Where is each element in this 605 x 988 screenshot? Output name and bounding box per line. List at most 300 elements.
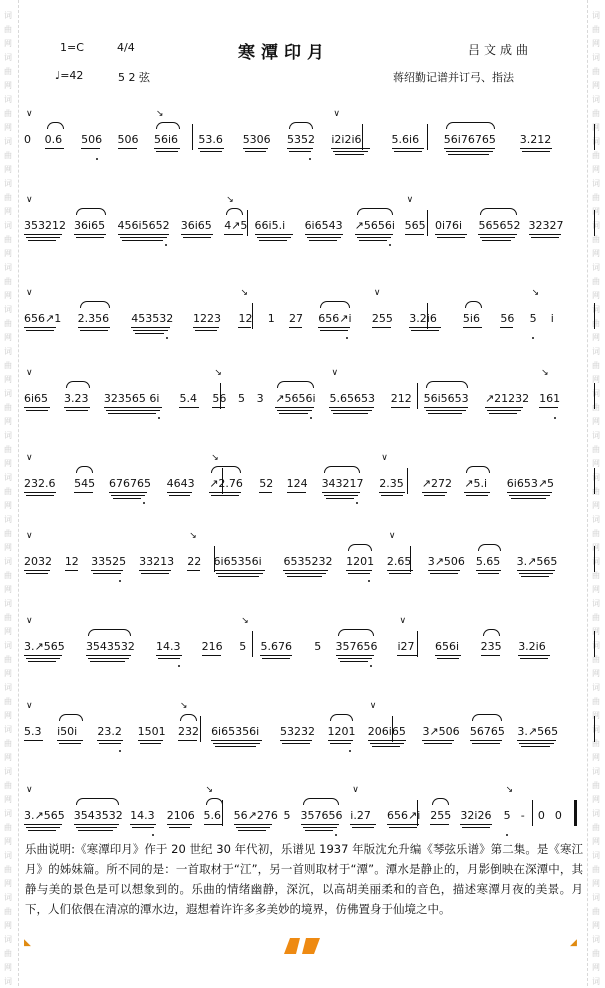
- octave-dot: [165, 244, 167, 246]
- note-group: 232.6: [24, 477, 56, 490]
- watermark-glyph: 词: [592, 137, 600, 146]
- note-group: 12: [64, 555, 79, 568]
- beam-underline: [28, 830, 56, 831]
- barline: [594, 631, 595, 657]
- note-group: 56i6: [153, 133, 179, 146]
- beam-underline: [88, 658, 129, 659]
- beam-underline: [305, 830, 333, 831]
- bowing-mark: ∨: [26, 195, 33, 205]
- note-group: 66i5.i: [254, 219, 286, 232]
- notation-credit: 蒋绍勤记谱并订弓、指法: [393, 71, 514, 84]
- note-group: 343217: [321, 477, 364, 490]
- beam-underline: [236, 827, 270, 828]
- watermark-glyph: 曲: [592, 949, 600, 958]
- beam-underline: [26, 827, 60, 828]
- note-group: 212: [390, 392, 412, 405]
- note-group: 353212: [24, 219, 66, 232]
- bowing-mark: ↘: [189, 531, 197, 541]
- slur-arc: [76, 798, 119, 805]
- watermark-glyph: 词: [592, 515, 600, 524]
- note-group: 14.3: [130, 809, 155, 822]
- beam-underline: [213, 743, 260, 744]
- watermark-glyph: 网: [592, 711, 600, 720]
- watermark-glyph: 曲: [592, 613, 600, 622]
- watermark-glyph: 词: [592, 641, 600, 650]
- watermark-glyph: 网: [592, 795, 600, 804]
- watermark-glyph: 曲: [4, 823, 12, 832]
- beam-underline: [424, 407, 469, 408]
- watermark-glyph: 曲: [4, 487, 12, 496]
- note-group: 3543532: [85, 640, 135, 653]
- beam-underline: [357, 237, 391, 238]
- beam-underline: [108, 413, 156, 414]
- staff-line: [22, 355, 584, 450]
- note-group: 2.356: [77, 312, 110, 325]
- note-group: i50i: [57, 725, 78, 738]
- slur-arc: [348, 544, 372, 551]
- beam-underline: [169, 495, 191, 496]
- bowing-mark: ↘: [214, 368, 222, 378]
- watermark-glyph: 曲: [4, 697, 12, 706]
- note-group: 36i65: [180, 219, 212, 232]
- watermark-glyph: 词: [4, 935, 12, 944]
- bowing-mark: ↘: [226, 195, 234, 205]
- beam-underline: [64, 407, 90, 408]
- note-group: 161: [539, 392, 561, 405]
- note-group: 3.23: [63, 392, 89, 405]
- beam-underline: [392, 148, 424, 149]
- beam-underline: [355, 234, 393, 235]
- octave-dot: [335, 834, 337, 836]
- beam-underline: [66, 410, 88, 411]
- beam-underline: [80, 330, 108, 331]
- slur-arc: [466, 466, 490, 473]
- tempo-marking: ♩=42: [55, 69, 84, 82]
- watermark-glyph: 词: [592, 557, 600, 566]
- octave-dot: [389, 244, 391, 246]
- beam-underline: [120, 237, 167, 238]
- beam-underline: [279, 413, 307, 414]
- note-group: 6i65356i: [213, 555, 262, 568]
- note-group: 565652: [478, 219, 521, 232]
- watermark-glyph: 网: [592, 921, 600, 930]
- note-group: 206i65: [367, 725, 406, 738]
- barline: [594, 716, 595, 742]
- bowing-mark: ∨: [399, 616, 407, 626]
- staff-line: [22, 182, 584, 277]
- slur-arc: [76, 466, 93, 473]
- note-group: i2i2i6: [331, 133, 362, 146]
- beam-underline: [260, 655, 292, 656]
- bowing-mark: ∨: [26, 531, 33, 541]
- beam-underline: [141, 573, 169, 574]
- watermark-glyph: 曲: [592, 319, 600, 328]
- watermark-glyph: 词: [592, 893, 600, 902]
- note-group: 656↗i: [387, 809, 421, 822]
- beam-underline: [331, 148, 369, 149]
- octave-dot: [309, 158, 311, 160]
- watermark-glyph: 网: [4, 627, 12, 636]
- watermark-glyph: 曲: [4, 781, 12, 790]
- beam-underline: [24, 740, 43, 741]
- beam-underline: [330, 743, 352, 744]
- note-group: 56i5653: [423, 392, 469, 405]
- watermark-glyph: 曲: [4, 277, 12, 286]
- beam-underline: [59, 743, 81, 744]
- slur-arc: [426, 381, 469, 388]
- note-group: 53232: [280, 725, 316, 738]
- note-group: 22: [187, 555, 202, 568]
- staff-line: [22, 603, 584, 698]
- watermark-glyph: 曲: [4, 361, 12, 370]
- note-group: 5: [503, 809, 511, 822]
- note-group: 2.65: [386, 555, 412, 568]
- note-group: 3.↗565: [517, 725, 559, 738]
- barline: [427, 210, 428, 236]
- note-group: 3.↗565: [516, 555, 558, 568]
- note-group: 235: [480, 640, 502, 653]
- bowing-mark: ∨: [333, 109, 340, 119]
- note-group: 453532: [131, 312, 174, 325]
- beam-underline: [198, 148, 224, 149]
- beam-underline: [24, 655, 62, 656]
- note-group: 565: [404, 219, 426, 232]
- beam-underline: [476, 570, 502, 571]
- beam-underline: [387, 824, 419, 825]
- beam-underline: [507, 492, 552, 493]
- note-group: 5.4: [179, 392, 197, 405]
- watermark-glyph: 曲: [592, 67, 600, 76]
- beam-underline: [521, 576, 549, 577]
- barline: [362, 124, 363, 150]
- barline: [417, 383, 418, 409]
- watermark-glyph: 曲: [592, 445, 600, 454]
- beam-underline: [109, 492, 147, 493]
- beam-underline: [333, 413, 368, 414]
- beam-underline: [389, 827, 417, 828]
- beam-underline: [338, 658, 372, 659]
- beam-underline: [212, 407, 225, 408]
- beam-underline: [389, 573, 411, 574]
- note-group: 2.35: [379, 477, 404, 490]
- note-group: 1223: [192, 312, 221, 325]
- octave-dot: [532, 337, 534, 339]
- beam-underline: [517, 570, 555, 571]
- watermark-glyph: 曲: [4, 613, 12, 622]
- beam-underline: [539, 407, 558, 408]
- watermark-glyph: 曲: [4, 445, 12, 454]
- watermark-glyph: 曲: [592, 235, 600, 244]
- beam-underline: [74, 492, 93, 493]
- beam-underline: [422, 492, 448, 493]
- beam-underline: [309, 240, 337, 241]
- watermark-glyph: 词: [592, 389, 600, 398]
- beam-underline: [481, 655, 500, 656]
- note-group: 23.2: [97, 725, 122, 738]
- watermark-glyph: 词: [592, 53, 600, 62]
- watermark-glyph: 网: [592, 39, 600, 48]
- barline: [410, 546, 411, 572]
- watermark-glyph: 词: [592, 431, 600, 440]
- beam-underline: [519, 573, 553, 574]
- octave-dot: [506, 834, 508, 836]
- beam-underline: [111, 495, 145, 496]
- note-group: 0: [554, 809, 562, 822]
- watermark-glyph: 词: [4, 893, 12, 902]
- final-barline: [574, 800, 577, 826]
- beam-underline: [329, 407, 374, 408]
- bowing-mark: ↘: [241, 616, 249, 626]
- barline: [392, 716, 393, 742]
- note-group: 4↗5: [224, 219, 248, 232]
- watermark-glyph: 曲: [592, 697, 600, 706]
- slur-arc: [59, 714, 83, 721]
- beam-underline: [470, 740, 502, 741]
- note-group: 3: [256, 392, 264, 405]
- beam-underline: [301, 824, 339, 825]
- barline: [594, 303, 595, 329]
- bowing-mark: ↘: [541, 368, 549, 378]
- beam-underline: [521, 746, 549, 747]
- beam-underline: [282, 743, 310, 744]
- watermark-glyph: 网: [4, 501, 12, 510]
- beam-underline: [214, 570, 265, 571]
- watermark-glyph: 网: [4, 585, 12, 594]
- note-group: 5: [238, 392, 246, 405]
- music-description: [25, 839, 583, 919]
- beam-underline: [287, 576, 322, 577]
- beam-underline: [139, 570, 171, 571]
- watermark-glyph: 网: [592, 585, 600, 594]
- beam-underline: [472, 743, 500, 744]
- beam-underline: [437, 658, 459, 659]
- watermark-glyph: 曲: [4, 949, 12, 958]
- watermark-glyph: 词: [4, 263, 12, 272]
- watermark-glyph: 网: [4, 81, 12, 90]
- beam-underline: [511, 498, 546, 499]
- beam-underline: [86, 655, 131, 656]
- bowing-mark: ∨: [352, 785, 359, 795]
- beam-underline: [99, 743, 121, 744]
- staff-line: [22, 96, 584, 191]
- note-group: 5i6: [462, 312, 480, 325]
- beam-underline: [350, 824, 376, 825]
- beam-underline: [480, 237, 514, 238]
- watermark-glyph: 词: [4, 179, 12, 188]
- beam-underline: [487, 410, 521, 411]
- bowing-mark: ∨: [388, 531, 396, 541]
- watermark-glyph: 词: [4, 725, 12, 734]
- beam-underline: [428, 570, 460, 571]
- beam-underline: [26, 573, 48, 574]
- note-group: 456i5652: [117, 219, 170, 232]
- watermark-glyph: 词: [4, 599, 12, 608]
- watermark-glyph: 词: [592, 977, 600, 986]
- beam-underline: [422, 740, 454, 741]
- barline: [252, 303, 253, 329]
- beam-underline: [529, 234, 561, 235]
- beam-underline: [158, 658, 180, 659]
- site-logo-icon: [284, 938, 320, 954]
- beam-underline: [359, 240, 387, 241]
- beam-underline: [154, 148, 180, 149]
- beam-underline: [26, 410, 48, 411]
- left-watermark-strip: [0, 0, 20, 986]
- barline: [222, 800, 223, 826]
- watermark-glyph: 词: [592, 851, 600, 860]
- beam-underline: [104, 407, 162, 408]
- watermark-glyph: 词: [592, 935, 600, 944]
- note-group: 52: [259, 477, 274, 490]
- beam-underline: [259, 492, 272, 493]
- watermark-glyph: 网: [4, 375, 12, 384]
- beam-underline: [97, 740, 123, 741]
- beam-underline: [195, 330, 217, 331]
- beam-underline: [464, 492, 490, 493]
- beam-underline: [216, 573, 263, 574]
- note-group: 656↗i: [318, 312, 352, 325]
- watermark-glyph: 曲: [4, 403, 12, 412]
- watermark-glyph: 曲: [4, 25, 12, 34]
- note-group: 5.65653: [329, 392, 375, 405]
- watermark-glyph: 网: [592, 249, 600, 258]
- note-group: ↗5.i: [464, 477, 488, 490]
- beam-underline: [26, 658, 60, 659]
- beam-underline: [45, 148, 64, 149]
- beam-underline: [24, 327, 56, 328]
- watermark-glyph: 网: [592, 459, 600, 468]
- watermark-glyph: 词: [4, 389, 12, 398]
- beam-underline: [78, 327, 110, 328]
- note-group: 216: [201, 640, 223, 653]
- barline: [427, 124, 428, 150]
- staff-line: [22, 688, 584, 783]
- beam-underline: [91, 570, 123, 571]
- watermark-glyph: 词: [4, 11, 12, 20]
- note-group: 36i65: [74, 219, 106, 232]
- beam-underline: [519, 743, 553, 744]
- watermark-glyph: 曲: [4, 529, 12, 538]
- note-group: 5: [239, 640, 247, 653]
- barline: [222, 468, 223, 494]
- watermark-glyph: 网: [4, 711, 12, 720]
- watermark-glyph: 网: [4, 879, 12, 888]
- watermark-glyph: 网: [4, 291, 12, 300]
- note-group: 656i: [435, 640, 460, 653]
- bowing-mark: ∨: [26, 368, 33, 378]
- beam-underline: [262, 658, 290, 659]
- beam-underline: [463, 327, 482, 328]
- slur-arc: [277, 381, 313, 388]
- beam-underline: [430, 573, 458, 574]
- note-group: 32327: [528, 219, 564, 232]
- watermark-glyph: 曲: [592, 193, 600, 202]
- beam-underline: [303, 827, 337, 828]
- slur-arc: [206, 798, 223, 805]
- beam-underline: [328, 740, 354, 741]
- watermark-glyph: 曲: [4, 571, 12, 580]
- note-group: 3.↗565: [24, 809, 65, 822]
- note-group: 506: [81, 133, 103, 146]
- beam-underline: [131, 327, 169, 328]
- beam-underline: [24, 570, 50, 571]
- barline: [594, 468, 595, 494]
- slur-arc: [66, 381, 90, 388]
- barline: [594, 546, 595, 572]
- note-group: 656↗1: [24, 312, 62, 325]
- watermark-glyph: 词: [4, 851, 12, 860]
- beam-underline: [444, 148, 495, 149]
- beam-underline: [193, 327, 219, 328]
- barline: [252, 631, 253, 657]
- barline: [594, 210, 595, 236]
- description-label: 乐曲说明:: [25, 842, 76, 856]
- description-text: 《寒潭印月》作于 20 世纪 30 年代初，乐谱见 1937 年版沈允升编《琴弦乐谱》第二集。是《寒江月》的姊妹篇。所不同的是：一首取材于“江”，另一首则取材于“潭”。潭水是静止的，月影倒映在深潭中，其静与美的景色是可以想象到的。乐曲的情绪幽静，深沉，以高胡美丽柔和的音色，描述寒潭月夜的美景。月下，人们依偎在清凉的潭水边，遐想着许许多多美妙的境界，仿佛置身于仙境之中。: [25, 842, 583, 916]
- slur-arc: [338, 629, 374, 636]
- watermark-glyph: 曲: [592, 655, 600, 664]
- octave-dot: [119, 750, 121, 752]
- note-group: ↗21232: [484, 392, 530, 405]
- note-group: 3.↗565: [24, 640, 65, 653]
- bowing-mark: ∨: [26, 453, 33, 463]
- note-group: 1201: [346, 555, 375, 568]
- note-group: 53.6: [198, 133, 223, 146]
- note-group: 5.65: [475, 555, 501, 568]
- bowing-mark: ∨: [26, 785, 33, 795]
- beam-underline: [517, 740, 555, 741]
- note-group: 6i65356i: [211, 725, 260, 738]
- watermark-glyph: 词: [592, 767, 600, 776]
- barline: [214, 546, 215, 572]
- tuning: 5 2 弦: [118, 71, 150, 84]
- beam-underline: [76, 237, 104, 238]
- watermark-glyph: 网: [592, 81, 600, 90]
- slur-arc: [465, 301, 482, 308]
- slur-arc: [76, 208, 106, 215]
- watermark-glyph: 曲: [592, 487, 600, 496]
- beam-underline: [460, 824, 492, 825]
- watermark-glyph: 词: [592, 473, 600, 482]
- beam-underline: [24, 407, 50, 408]
- beam-underline: [113, 498, 141, 499]
- beam-underline: [387, 570, 413, 571]
- time-signature: 4/4: [117, 41, 135, 54]
- bowing-mark: ∨: [26, 109, 33, 119]
- slur-arc: [357, 208, 393, 215]
- beam-underline: [26, 495, 54, 496]
- beam-underline: [285, 573, 326, 574]
- beam-underline: [478, 573, 500, 574]
- beam-underline: [74, 234, 106, 235]
- beam-underline: [204, 824, 223, 825]
- beam-underline: [368, 740, 406, 741]
- octave-dot: [143, 502, 145, 504]
- octave-dot: [356, 502, 358, 504]
- beam-underline: [132, 827, 154, 828]
- note-group: ↗5656i: [275, 392, 316, 405]
- beam-underline: [140, 743, 162, 744]
- beam-underline: [76, 827, 117, 828]
- beam-underline: [238, 327, 251, 328]
- note-group: 5.6i6: [391, 133, 420, 146]
- watermark-glyph: 网: [592, 165, 600, 174]
- watermark-glyph: 词: [4, 641, 12, 650]
- octave-dot: [310, 417, 312, 419]
- note-group: 5.676: [260, 640, 292, 653]
- octave-dot: [368, 580, 370, 582]
- watermark-glyph: 网: [4, 417, 12, 426]
- watermark-glyph: 网: [592, 501, 600, 510]
